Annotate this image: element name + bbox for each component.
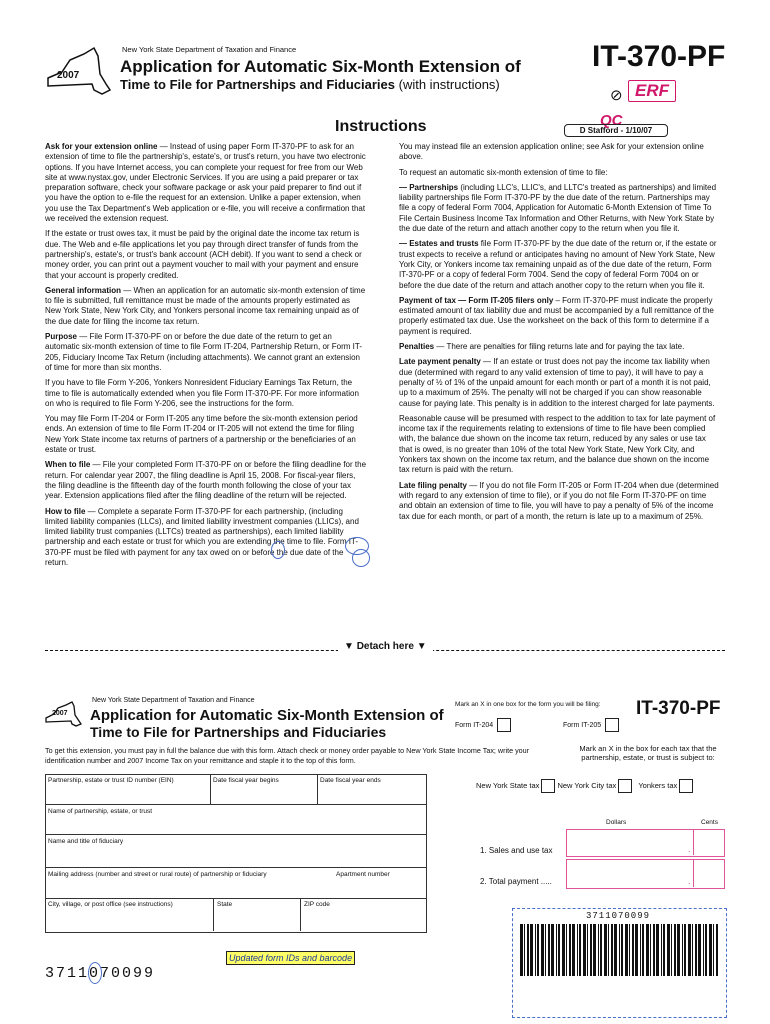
- barcode-bar: [713, 924, 714, 976]
- paragraph-text: — If an estate or trust does not pay the income tax liability when due (determined with regard to any valid extension of time to pay), it will have to pay a penalty of ½ of 1% of the unpaid amount for each month or part of a month it is not paid, up to a maximum of 25%. The penalty will not be charged if you can show reasonable cause for paying late. This penalty is in addition to the interest charged for late payments.: [399, 357, 715, 408]
- form-it204-text: Form IT-204: [455, 721, 494, 729]
- apt-field[interactable]: Apartment number: [336, 871, 390, 878]
- paragraph-lead: Late payment penalty: [399, 357, 481, 367]
- paragraph-text: — When an application for an automatic six-month extension of time to file is submitted, full remittance must be made of the amounts properly estimated as New York State, New York City, and Yonkers personal income tax remaining unpaid as of the due date for filing the income tax return.: [45, 285, 366, 326]
- barcode-bar: [663, 924, 665, 976]
- sales-tax-cents-divider: [693, 829, 694, 855]
- paragraph-text: – Form IT-370-PF must indicate the properly estimated amount of tax liability due and must be accompanied by a full remittance of the properly estimated tax due. Use the worksheet on the back of this form to determine if a payment is required.: [399, 295, 714, 336]
- paragraph-lead: Payment of tax — Form IT-205 filers only: [399, 295, 554, 305]
- barcode-bar: [635, 924, 638, 976]
- form-it205-text: Form IT-205: [563, 721, 602, 729]
- barcode-bar: [548, 924, 550, 976]
- form-it205-label: [563, 718, 619, 732]
- paragraph-text: (including LLC's, LLIC's, and LLTC's treated as partnerships) and limited liability partnerships file Form IT-370-PF by the due date of the return. Partnerships may file a copy of federal Form 7004, Application for Automatic 6-Month Extension of Time To File Certain Business Income Tax Information and Other Returns, with New York State by the due date of the return and attach another copy to the return when you file it.: [399, 182, 717, 234]
- barcode-bar: [682, 924, 683, 976]
- barcode-bar: [656, 924, 659, 976]
- instructions-heading: Instructions: [335, 118, 427, 135]
- barcode-bar: [577, 924, 578, 976]
- tax-nyc-checkbox[interactable]: [618, 779, 632, 793]
- paragraph-text: If you have to file Form Y-206, Yonkers Nonresident Fiduciary Earnings Tax Return, the time to file is automatically extended when you file Form IT-370-PF. For more information on who is required to file Form Y-206, see the instructions for the form.: [45, 378, 359, 408]
- paragraph-text: — Instead of using paper Form IT-370-PF to ask for an extension of time to file the partnership's, estate's, or trust's return, you have two electronic options. If you have Internet access, you can complete your request for free from our Web site at www.nystax.gov, under Electronic Services. If you are using a paid preparer or tax preparation software, check your software package or ask your paid preparer to find out if you have the option to e-file the request for an extension. Unlike a paper extension, when you use the Tax Department's Web application or e-file, you will receive a confirmation that we received the extension request.: [45, 142, 366, 224]
- fy-begins-field[interactable]: Date fiscal year begins: [213, 777, 279, 784]
- paragraph-text: — File your completed Form IT-370-PF on or before the filing deadline for the return. For calendar year 2007, the filing deadline is April 15, 2008. For fiscal-year filers, the filing deadline is the fifteenth day of the fourth month following the close of your tax year. Extension applications filed after the filing deadline of the return will be rejected.: [45, 460, 367, 501]
- barcode-bar: [709, 924, 712, 976]
- barcode-bar: [562, 924, 565, 976]
- instruction-paragraph: [45, 414, 367, 455]
- tax-checkbox-row: [476, 779, 693, 793]
- instruction-paragraph: [45, 332, 367, 373]
- barcode-bar: [674, 924, 676, 976]
- paragraph-text: To request an automatic six-month extension of time to file:: [399, 167, 608, 177]
- instructions-left-column: [45, 142, 367, 573]
- barcode-bar: [590, 924, 592, 976]
- instruction-paragraph: [399, 296, 721, 337]
- ein-field[interactable]: Partnership, estate or trust ID number (EIN): [48, 777, 174, 784]
- barcode-bar: [608, 924, 609, 976]
- dollars-header: Dollars: [606, 819, 627, 826]
- form-it204-checkbox[interactable]: [497, 718, 511, 732]
- paragraph-text: — If you do not file Form IT-205 or Form IT-204 when due (determined with regard to any extension of time to file), or if you do not file Form IT-370-PF on time and obtain an extension of time to file, you will have to pay a penalty of 5% of the income tax due for each month, or part of a month, the return is late up to a maximum of 25%.: [399, 480, 719, 521]
- tax-yonkers-label: Yonkers tax: [638, 780, 678, 790]
- paragraph-lead: How to file: [45, 506, 86, 516]
- barcode-bar: [611, 924, 613, 976]
- barcode-bar: [640, 924, 641, 976]
- instruction-paragraph: [399, 357, 721, 408]
- arrow-down-icon: ▼: [344, 641, 354, 652]
- barcode-bar: [614, 924, 617, 976]
- barcode-bar: [698, 924, 701, 976]
- sales-tax-amount[interactable]: [566, 829, 725, 857]
- paragraph-text: If the estate or trust owes tax, it must be paid by the original date the income tax return is due. The Web and e-file applications let you pay through direct transfer of funds from the partnership's, estate's, or trust's bank account (ACH debit). If you want to send a check or money order, you can print out a payment voucher to mail with your payment and ensure that your account is properly credited.: [45, 229, 362, 280]
- line1-label: 1. Sales and use tax: [480, 846, 553, 855]
- voucher-form-id: IT-370-PF: [636, 698, 721, 719]
- barcode-bar: [692, 924, 693, 976]
- erf-badge: ERF: [628, 80, 676, 102]
- voucher-instruction: To get this extension, you must pay in full the balance due with this form. Attach check or money order payable to New York State Income Tax; write your identification number and 2007 Income Tax on your remittance and staple it to the top of this form.: [45, 746, 530, 765]
- barcode-bar: [572, 924, 575, 976]
- paragraph-lead: Purpose: [45, 332, 78, 342]
- tax-nys-label: New York State tax: [476, 780, 540, 790]
- qc-mark: QC: [600, 112, 623, 129]
- paragraph-lead: General information: [45, 285, 122, 295]
- barcode-bar: [598, 924, 599, 976]
- barcode-bar: [569, 924, 571, 976]
- paperclip-icon: ⊘: [610, 87, 623, 104]
- mark-tax-label: Mark an X in the box for each tax that the partnership, estate, or trust is subject to:: [579, 744, 717, 762]
- barcode-bar: [661, 924, 662, 976]
- barcode-bar: [545, 924, 546, 976]
- barcode-bar: [583, 924, 586, 976]
- barcode-bar: [653, 924, 655, 976]
- instruction-paragraph: [45, 286, 367, 327]
- annotation-ring: [271, 541, 285, 559]
- form-it204-label: [455, 718, 511, 732]
- barcode-bar: [530, 924, 533, 976]
- paragraph-text: — There are penalties for filing returns late and for paying the tax late.: [434, 342, 685, 352]
- barcode-bar: [667, 924, 670, 976]
- cents-header: Cents: [701, 819, 718, 826]
- instruction-paragraph: [45, 229, 367, 280]
- stamp-box: D Stafford - 1/10/07: [564, 124, 668, 137]
- barcode-bar: [684, 924, 686, 976]
- header-title-line1: Application for Automatic Six-Month Extension of: [120, 57, 521, 76]
- voucher-agency: New York State Department of Taxation and Finance: [92, 697, 255, 704]
- bottom-code: 3711070099: [45, 965, 156, 982]
- line2-label: 2. Total payment .....: [480, 877, 552, 886]
- paragraph-text: You may file Form IT-204 or Form IT-205 any time before the six-month extension period ends. An extension of time to file Form IT-204 or IT-205 will not extend the time for filing New York State income tax returns of partners of a partnership or the beneficiaries of an estate or trust.: [45, 414, 358, 455]
- instruction-paragraph: [399, 142, 721, 163]
- state-field[interactable]: State: [217, 901, 233, 908]
- annotation-ring: [352, 549, 370, 567]
- header-title-suffix: (with instructions): [398, 77, 500, 92]
- barcode-bar: [621, 924, 623, 976]
- name-field[interactable]: Name of partnership, estate, or trust: [48, 808, 153, 815]
- paragraph-text: — Complete a separate Form IT-370-PF for each partnership, (including limited liability companies (LLCs), and limited liability investment companies (LLICs), and limited liability trust companies (LLTCs) treated as partnerships), each limited liability partnership and each estate or trust for which you are extending the time to file. Form IT-370-PF must be filed with payment for any tax owed on or before the due date of the return.: [45, 506, 359, 567]
- instruction-paragraph: [399, 168, 721, 178]
- barcode-bar: [705, 924, 707, 976]
- paragraph-text: — File Form IT-370-PF on or before the due date of the return to get an automatic six-month extension of time to file Form IT-204, Partnership Return, or Form IT-205, Fiduciary Income Tax Return (including attachments). We cannot grant an extension of time for more than six months.: [45, 332, 363, 372]
- instruction-paragraph: [399, 239, 721, 290]
- barcode-bar: [524, 924, 525, 976]
- barcode-bar: [695, 924, 697, 976]
- fy-ends-field[interactable]: Date fiscal year ends: [320, 777, 381, 784]
- annotation-ring: [88, 962, 102, 984]
- barcode-bar: [541, 924, 544, 976]
- barcode-bar: [625, 924, 628, 976]
- barcode-bar: [619, 924, 620, 976]
- instruction-paragraph: [399, 342, 721, 352]
- instruction-paragraph: [399, 414, 721, 476]
- header-year: 2007: [57, 70, 80, 81]
- arrow-down-icon: ▼: [416, 641, 427, 652]
- voucher-title-line1: Application for Automatic Six-Month Extension of: [90, 707, 444, 724]
- barcode-bar: [703, 924, 704, 976]
- total-payment-amount[interactable]: [566, 859, 725, 889]
- instruction-paragraph: [45, 507, 367, 569]
- barcode: [520, 924, 720, 976]
- instruction-paragraph: [399, 481, 721, 522]
- paragraph-lead: Ask for your extension online: [45, 142, 158, 151]
- barcode-bar: [629, 924, 630, 976]
- detach-text: Detach here: [356, 641, 414, 652]
- barcode-bar: [579, 924, 581, 976]
- barcode-bar: [551, 924, 554, 976]
- barcode-bar: [688, 924, 691, 976]
- instruction-paragraph: [45, 378, 367, 409]
- form-it205-checkbox[interactable]: [605, 718, 619, 732]
- barcode-bar: [537, 924, 539, 976]
- barcode-bar: [587, 924, 588, 976]
- barcode-bar: [671, 924, 672, 976]
- tax-nyc-label: New York City tax: [557, 780, 617, 790]
- barcode-bar: [527, 924, 529, 976]
- fiduciary-field[interactable]: Name and title of fiduciary: [48, 838, 124, 845]
- paragraph-lead: When to file: [45, 460, 91, 470]
- barcode-bar: [646, 924, 649, 976]
- barcode-bar: [558, 924, 560, 976]
- barcode-bar: [593, 924, 596, 976]
- barcode-bar: [650, 924, 651, 976]
- paragraph-lead: — Estates and trusts: [399, 239, 479, 249]
- instruction-paragraph: [45, 460, 367, 501]
- city-field[interactable]: City, village, or post office (see instructions): [48, 901, 173, 908]
- paragraph-text: You may instead file an extension application online; see Ask for your extension online above.: [399, 142, 704, 162]
- barcode-bar: [600, 924, 602, 976]
- instruction-paragraph: [45, 142, 367, 224]
- paragraph-lead: — Partnerships: [399, 182, 459, 192]
- zip-field[interactable]: ZIP code: [304, 901, 330, 908]
- barcode-bar: [642, 924, 644, 976]
- instructions-right-column: [399, 142, 721, 527]
- barcode-bar: [677, 924, 680, 976]
- header-agency: New York State Department of Taxation and Finance: [122, 45, 297, 54]
- detach-label: [338, 641, 433, 652]
- barcode-bar: [604, 924, 607, 976]
- total-cents-divider: [693, 859, 694, 887]
- tax-yonkers-checkbox[interactable]: [679, 779, 693, 793]
- voucher-title-line2: Time to File for Partnerships and Fiduciaries: [90, 724, 387, 740]
- barcode-number: 3711070099: [586, 911, 651, 921]
- barcode-bar: [535, 924, 536, 976]
- voucher-year: 2007: [52, 710, 68, 717]
- paragraph-text: file Form IT-370-PF by the due date of the return or, if the estate or trust expects to receive a refund or anticipates having no amount of New York State, New York City, or Yonkers income tax remaining unpaid as of the due date of the return, Form IT-370-PF or a copy of federal Form 7004. Send the copy of federal Form 7004 on or before the due date of the return and attach another copy to the return when you file it.: [399, 239, 717, 290]
- barcode-bar: [632, 924, 634, 976]
- voucher-grid: [45, 774, 427, 933]
- barcode-bar: [716, 924, 718, 976]
- paragraph-lead: Penalties: [399, 342, 435, 352]
- header-title-line2: Time to File for Partnerships and Fiduciaries: [120, 77, 395, 92]
- paragraph-lead: Late filing penalty: [399, 480, 468, 490]
- updated-note: Updated form IDs and barcode: [226, 951, 355, 965]
- address-field[interactable]: Mailing address (number and street or rural route) of partnership or fiduciary: [48, 871, 267, 878]
- tax-nys-checkbox[interactable]: [541, 779, 555, 793]
- form-id: IT-370-PF: [592, 40, 726, 73]
- instruction-paragraph: [399, 183, 721, 234]
- barcode-bar: [520, 924, 523, 976]
- header-title-line2-wrap: [120, 77, 500, 92]
- mark-form-label: Mark an X in one box for the form you will be filing:: [455, 701, 601, 708]
- barcode-bar: [566, 924, 567, 976]
- barcode-bar: [556, 924, 557, 976]
- paragraph-text: Reasonable cause will be presumed with respect to the addition to tax for late payment of income tax if the requirements relating to extensions of time to file have been complied with, the balance due shown on the income tax return, reduced by any sales or use tax that is owed, is no greater than 10% of the total New York State, New York City, and Yonkers tax shown on the income tax return, and the balance due shown on the income tax return is paid with the return.: [399, 413, 716, 475]
